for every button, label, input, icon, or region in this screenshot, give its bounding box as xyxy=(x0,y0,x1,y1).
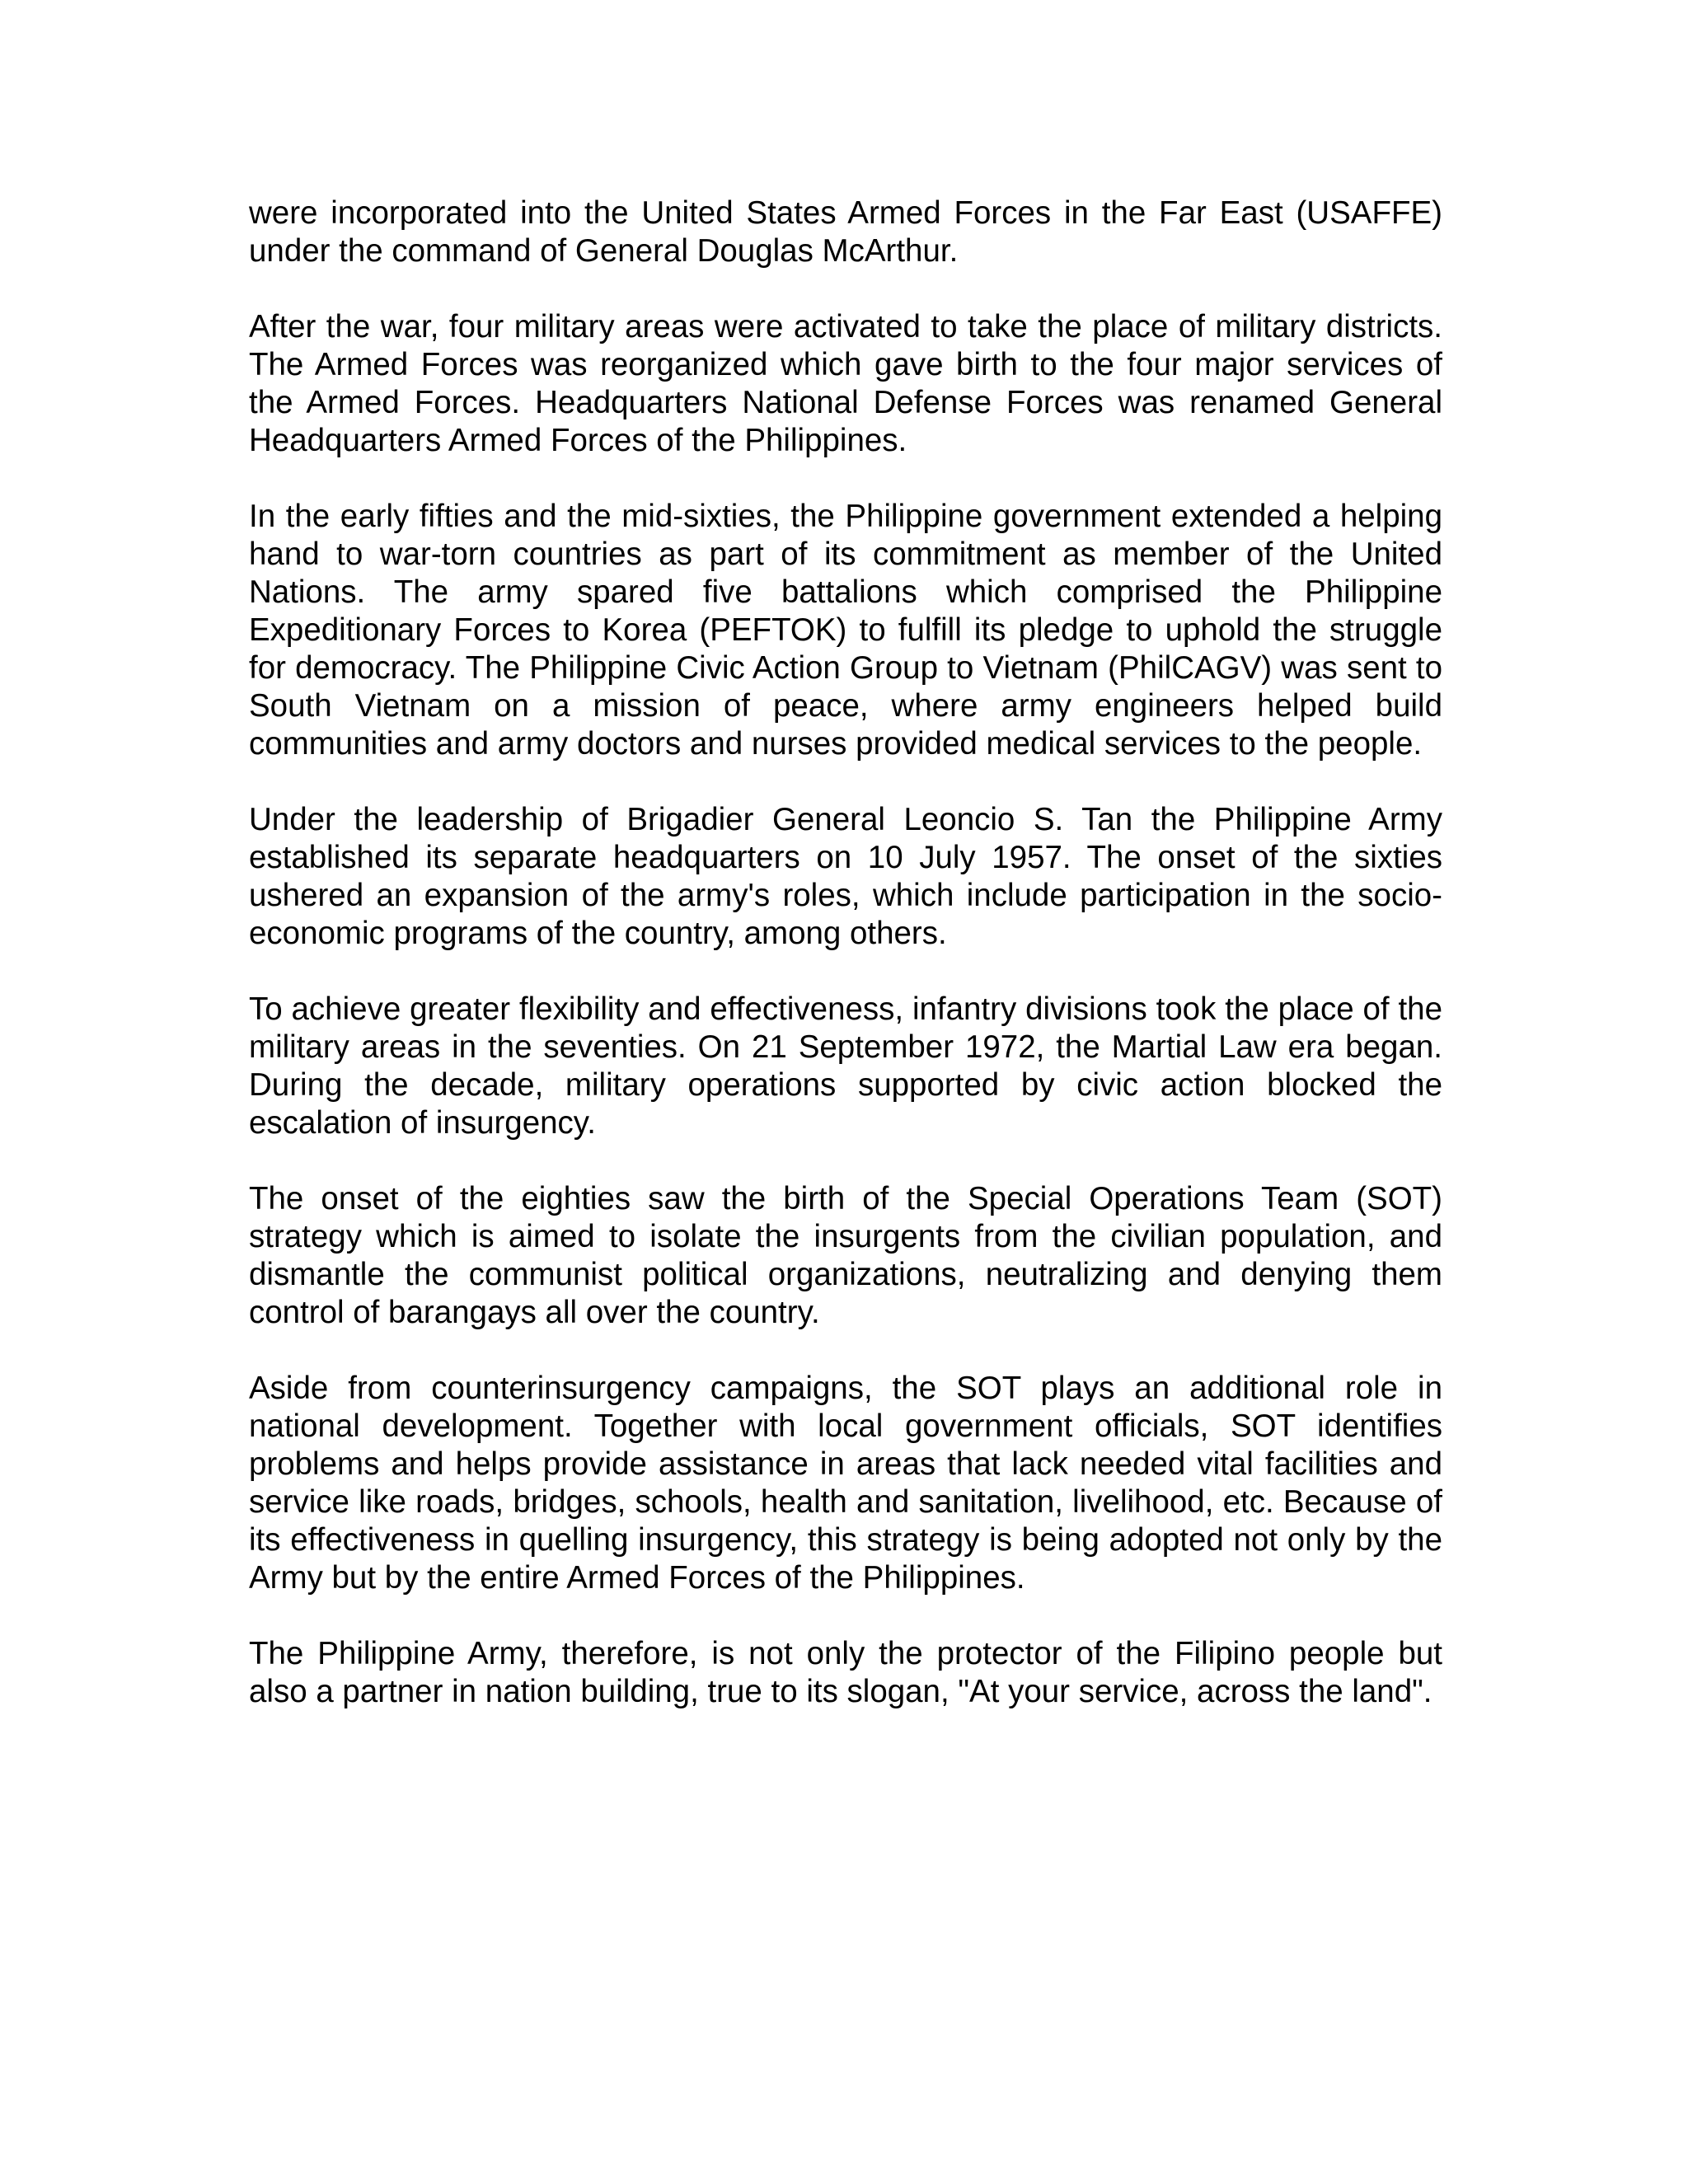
paragraph-fifties-sixties: In the early fifties and the mid-sixties, the Philippine government extended a helping hand to war-torn countries as part of its commitment as member of the United Nations. The army spared five battalions which comprised the Philippine Expeditionary Forces to Korea (PEFTOK) to fulfill its pledge to uphold the struggle for democracy. The Philippine Civic Action Group to Vietnam (PhilCAGV) was sent to South Vietnam on a mission of peace, where army engineers helped build communities and army doctors and nurses provided medical services to the people. xyxy=(249,499,1442,762)
paragraph-national-development: Aside from counterinsurgency campaigns, the SOT plays an additional role in national development. Together with local government officials, SOT identifies problems and helps provide assistance in areas that lack needed vital facilities and service like roads, bridges, schools, health and sanitation, livelihood, etc. Because of its effectiveness in quelling insurgency, this strategy is being adopted not only by the Army but by the entire Armed Forces of the Philippines. xyxy=(249,1371,1442,1596)
paragraph-eighties-sot: The onset of the eighties saw the birth of the Special Operations Team (SOT) strategy which is aimed to isolate the insurgents from the civilian population, and dismantle the communist political organizations, neutralizing and denying them control of barangays all over the country. xyxy=(249,1181,1442,1330)
paragraph-conclusion: The Philippine Army, therefore, is not only the protector of the Filipino people but also a partner in nation building, true to its slogan, "At your service, across the land". xyxy=(249,1636,1442,1709)
paragraph-after-the-war: After the war, four military areas were activated to take the place of military districts. The Armed Forces was reorganized which gave birth to the four major services of the Armed Forces. Headquarters National Defense Forces was renamed General Headquarters Armed Forces of the Philippines. xyxy=(249,309,1442,458)
document-page xyxy=(249,194,1442,1711)
paragraph-separate-headquarters: Under the leadership of Brigadier General Leoncio S. Tan the Philippine Army established its separate headquarters on 10 July 1957. The onset of the sixties ushered an expansion of the army's roles, which include participation in the socio-economic programs of the country, among others. xyxy=(249,802,1442,951)
paragraph-usaffe: were incorporated into the United States Armed Forces in the Far East (USAFFE) under the command of General Douglas McArthur. xyxy=(249,195,1442,269)
paragraph-seventies: To achieve greater flexibility and effectiveness, infantry divisions took the place of the military areas in the seventies. On 21 September 1972, the Martial Law era began. During the decade, military operations supported by civic action blocked the escalation of insurgency. xyxy=(249,991,1442,1141)
